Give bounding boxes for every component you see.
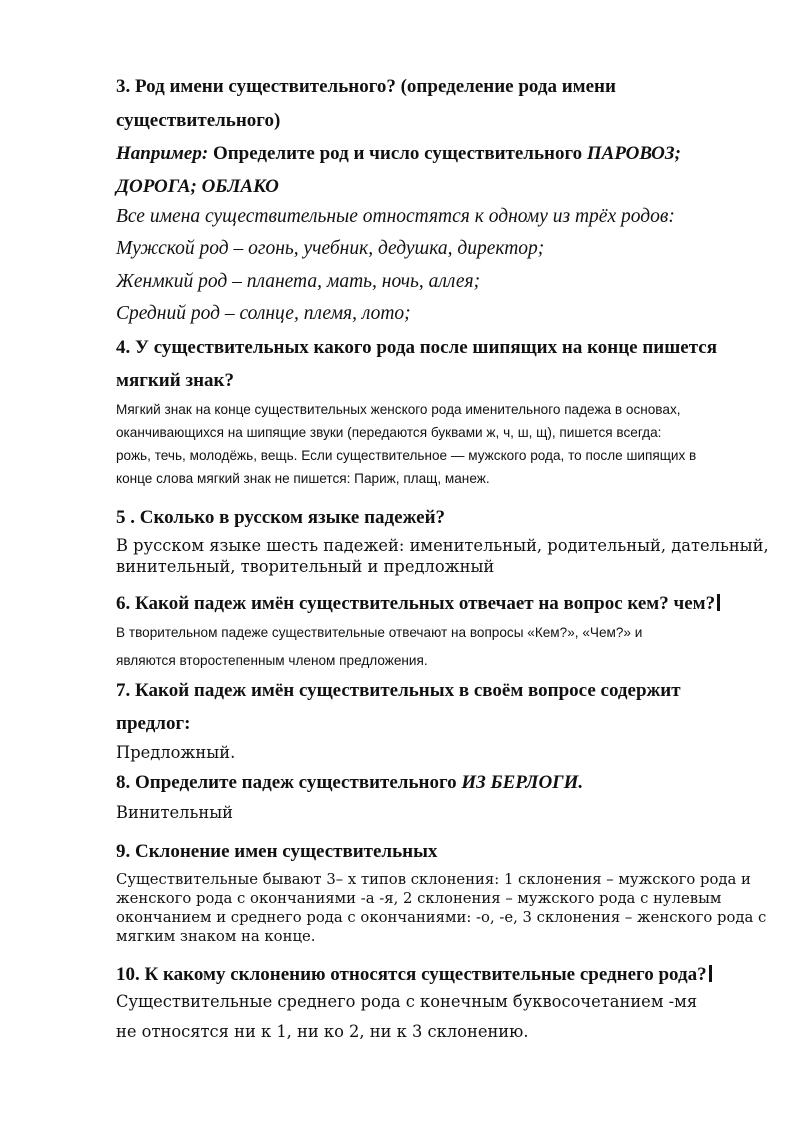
q3-example-line2: ДОРОГА; ОБЛАКО: [116, 176, 279, 197]
q6-answer-line2: являются второстепенным членом предложения.: [116, 653, 428, 668]
q6-answer-line1: В творительном падеже существительные отвечают на вопросы «Кем?», «Чем?» и: [116, 625, 643, 640]
q8-title: [116, 772, 583, 794]
q10-answer-line2: не относятся ни к 1, ни ко 2, ни к 3 склонению.: [116, 1022, 529, 1041]
q9-answer-line: Существительные бывают 3– х типов склонения: 1 склонения – мужского рода и: [116, 871, 751, 888]
q3-intro: Все имена существительные отностятся к одному из трёх родов:: [116, 206, 675, 227]
q7-answer: Предложный.: [116, 743, 236, 762]
q4-answer-line: Мягкий знак на конце существительных женского рода именительного падежа в основах,: [116, 402, 681, 417]
q7-title-line1: 7. Какой падеж имён существительных в своём вопросе содержит: [116, 680, 681, 701]
q5-answer-line2: винительный, творительный и предложный: [116, 557, 495, 576]
q10-title: [116, 964, 712, 986]
text-cursor: [709, 965, 712, 982]
q8-title-text: 8. Определите падеж существительного: [116, 772, 462, 793]
q4-title-line1: 4. У существительных какого рода после шипящих на конце пишется: [116, 337, 717, 358]
q6-title-text: 6. Какой падеж имён существительных отвечает на вопрос кем? чем?: [116, 593, 716, 614]
q9-answer-line: окончанием и среднего рода с окончаниями: -о, -е, 3 склонения – женского рода с: [116, 909, 767, 926]
q9-answer-line: женского рода с окончаниями -а -я, 2 склонения – мужского рода с нулевым: [116, 890, 722, 907]
q8-title-word: ИЗ БЕРЛОГИ.: [461, 772, 584, 793]
q4-answer-line: конце слова мягкий знак не пишется: Париж, плащ, манеж.: [116, 471, 490, 486]
q4-answer-line: рожь, течь, молодёжь, вещь. Если существительное — мужского рода, то после шипящих в: [116, 448, 697, 463]
q10-answer-line1: Существительные среднего рода с конечным буквосочетанием -мя: [116, 992, 698, 1011]
q9-answer-line: мягким знаком на конце.: [116, 928, 316, 945]
q5-title: 5 . Сколько в русском языке падежей?: [116, 507, 446, 528]
q6-title: [116, 593, 720, 615]
q3-neuter: Средний род – солнце, племя, лото;: [116, 303, 411, 324]
q3-example-word-a: ПАРОВОЗ;: [586, 143, 681, 164]
q10-title-text: 10. К какому склонению относятся существительные среднего рода?: [116, 964, 707, 985]
q9-title: 9. Склонение имен существительных: [116, 841, 438, 862]
q3-example-text: Определите род и число существительного: [208, 143, 587, 164]
q8-answer: Винительный: [116, 803, 234, 822]
q3-example-label: Например:: [116, 143, 209, 164]
text-cursor: [717, 594, 720, 611]
q4-answer-line: оканчивающихся на шипящие звуки (передаются буквами ж, ч, ш, щ), пишется всегда:: [116, 425, 662, 440]
q3-title-line2: существительного): [116, 110, 281, 131]
q4-title-line2: мягкий знак?: [116, 370, 234, 391]
q3-masculine: Мужской род – огонь, учебник, дедушка, директор;: [116, 238, 545, 259]
q5-answer-line1: В русском языке шесть падежей: именительный, родительный, дательный,: [116, 536, 769, 555]
q3-example-line1: [116, 143, 681, 165]
q3-title-line1: 3. Род имени существительного? (определение рода имени: [116, 76, 616, 97]
q3-feminine: Женмкий род – планета, мать, ночь, аллея;: [116, 271, 481, 292]
q7-title-line2: предлог:: [116, 713, 191, 734]
